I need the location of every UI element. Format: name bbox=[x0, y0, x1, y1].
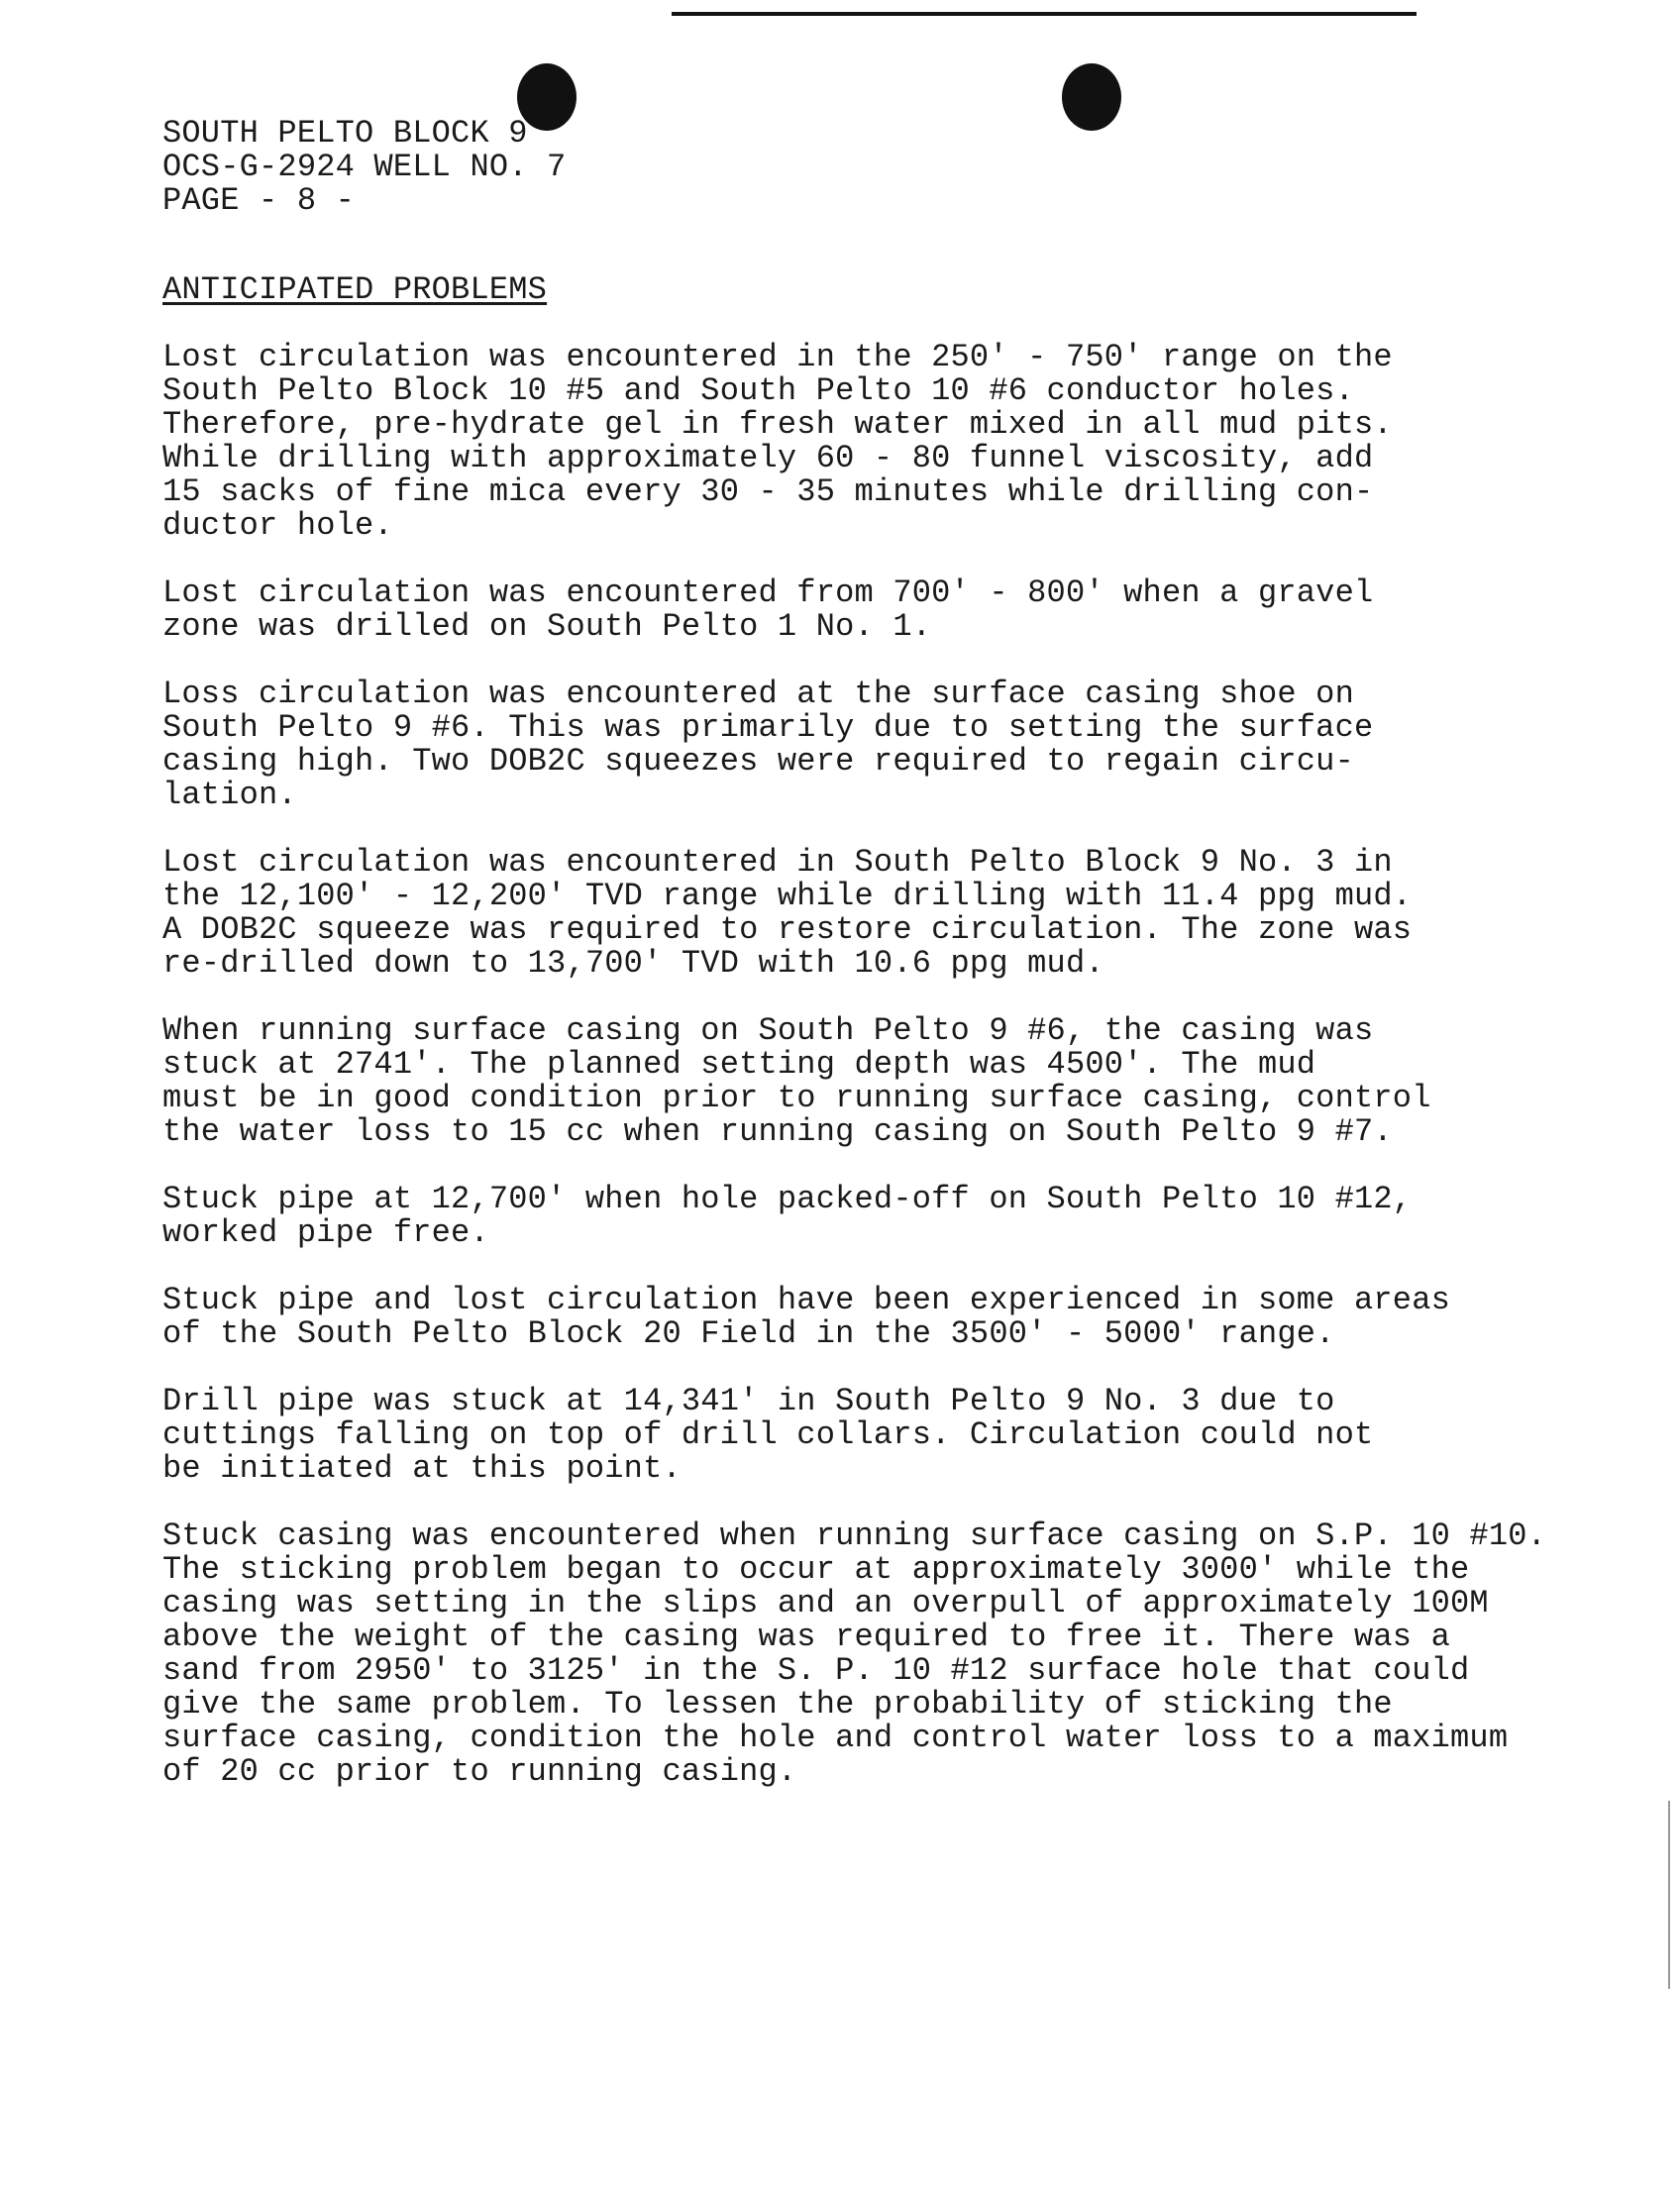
scan-edge-line bbox=[1668, 1801, 1670, 1989]
paragraph-6: Stuck pipe at 12,700' when hole packed-off on South Pelto 10 #12, worked pipe free. bbox=[162, 1181, 1413, 1251]
page-header bbox=[162, 117, 1628, 218]
paragraph-5: When running surface casing on South Pelto 9 #6, the casing was stuck at 2741'. The planned setting depth was 4500'. The mud must be in good condition prior to running surface casing, control the water loss to 15 cc when running casing on South Pelto 9 #7. bbox=[162, 1012, 1431, 1150]
header-block-name: SOUTH PELTO BLOCK 9 bbox=[162, 115, 528, 152]
header-page-number: PAGE - 8 - bbox=[162, 182, 356, 219]
paragraph-7: Stuck pipe and lost circulation have been experienced in some areas of the South Pelto Block 20 Field in the 3500' - 5000' range. bbox=[162, 1282, 1451, 1352]
section-heading: ANTICIPATED PROBLEMS bbox=[162, 271, 548, 308]
document-page bbox=[162, 117, 1628, 1789]
paragraph-8: Drill pipe was stuck at 14,341' in South Pelto 9 No. 3 due to cuttings falling on top of drill collars. Circulation could not be initiated at this point. bbox=[162, 1383, 1374, 1487]
paragraph-9: Stuck casing was encountered when running surface casing on S.P. 10 #10. The sticking problem began to occur at approximately 3000' while the casing was setting in the slips and an overpull of approximately 100M above the weight of the casing was required to free it. There was a sand from 2950' to 3125' in the S. P. 10 #12 surface hole that could give the same problem. To lessen the probability of sticking the surface casing, condition the hole and control water loss to a maximum of 20 cc prior to running casing. bbox=[162, 1517, 1547, 1790]
paragraph-1: Lost circulation was encountered in the 250' - 750' range on the South Pelto Block 10 #5 and South Pelto 10 #6 conductor holes. Therefore, pre-hydrate gel in fresh water mixed in all mud pits. While drilling with approximately 60 - 80 funnel viscosity, add 15 sacks of fine mica every 30 - 35 minutes while drilling con- ductor hole. bbox=[162, 339, 1393, 544]
paragraph-2: Lost circulation was encountered from 700' - 800' when a gravel zone was drilled on South Pelto 1 No. 1. bbox=[162, 575, 1374, 645]
header-well-number: OCS-G-2924 WELL NO. 7 bbox=[162, 149, 567, 185]
paragraph-4: Lost circulation was encountered in South Pelto Block 9 No. 3 in the 12,100' - 12,200' TVD range while drilling with 11.4 ppg mud. A DOB2C squeeze was required to restore circulation. The zone was re-drilled down to 13,700' TVD with 10.6 ppg mud. bbox=[162, 844, 1413, 982]
top-rule bbox=[672, 12, 1417, 16]
paragraph-3: Loss circulation was encountered at the surface casing shoe on South Pelto 9 #6. This was primarily due to setting the surface casing high. Two DOB2C squeezes were required to regain circu- lation. bbox=[162, 676, 1374, 813]
